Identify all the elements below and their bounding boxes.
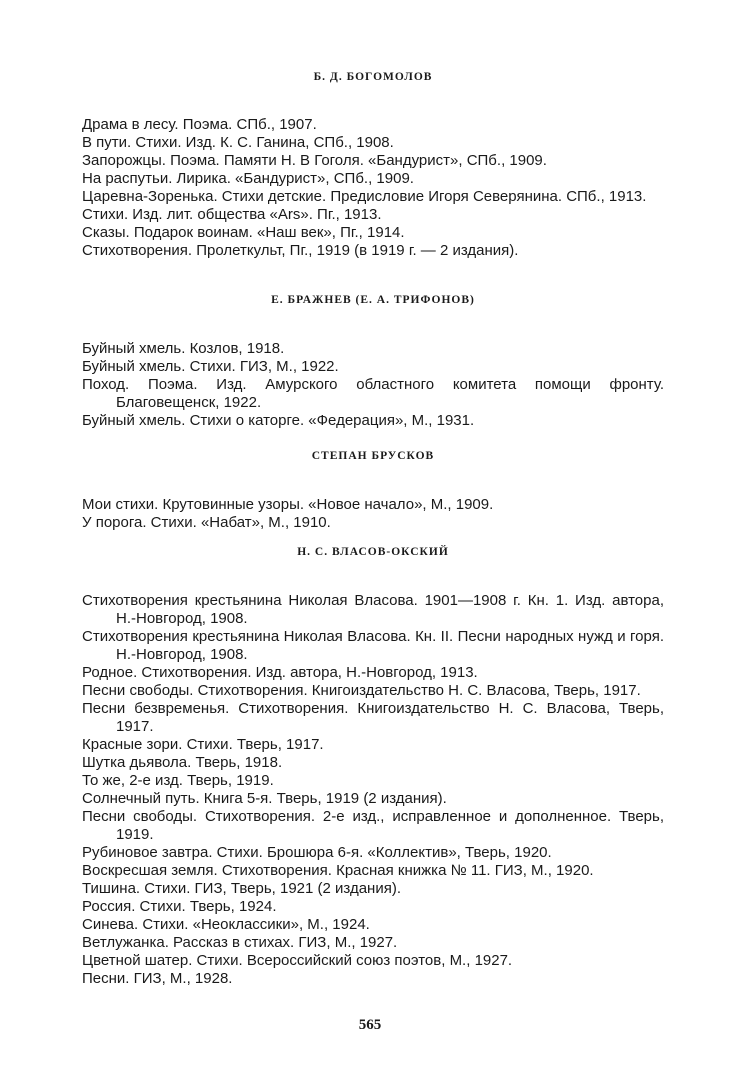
bibliography-entry: Солнечный путь. Книга 5-я. Тверь, 1919 (2 издания). (82, 790, 447, 807)
bibliography-entry: Рубиновое завтра. Стихи. Брошюра 6-я. «Коллектив», Тверь, 1920. (82, 844, 552, 861)
bibliography-entry: Родное. Стихотворения. Изд. автора, Н.-Новгород, 1913. (82, 664, 478, 681)
bibliography-entry: Песни свободы. Стихотворения. Книгоиздательство Н. С. Власова, Тверь, 1917. (82, 682, 641, 699)
bibliography-entry: На распутьи. Лирика. «Бандурист», СПб., 1909. (82, 170, 414, 187)
bibliography-entry: Стихотворения. Пролеткульт, Пг., 1919 (в 1919 г. — 2 издания). (82, 242, 519, 259)
section-title: СТЕПАН БРУСКОВ (311, 450, 435, 462)
bibliography-entry: У порога. Стихи. «Набат», М., 1910. (82, 514, 331, 531)
bibliography-entry: В пути. Стихи. Изд. К. С. Ганина, СПб., 1908. (82, 134, 394, 151)
bibliography-entry: Запорожцы. Поэма. Памяти Н. В Гоголя. «Бандурист», СПб., 1909. (82, 152, 547, 169)
page-number: 565 (358, 1017, 382, 1033)
bibliography-entry: Песни безвременья. Стихотворения. Книгоиздательство Н. С. Власова, Тверь, 1917. (82, 700, 664, 735)
author-section (82, 293, 664, 430)
bibliography-entry: Мои стихи. Крутовинные узоры. «Новое начало», М., 1909. (82, 496, 494, 513)
bibliography-entry: Буйный хмель. Стихи о каторге. «Федерация», М., 1931. (82, 412, 475, 429)
bibliography-entry: Тишина. Стихи. ГИЗ, Тверь, 1921 (2 издания). (82, 880, 401, 897)
bibliography-entry: Стихотворения крестьянина Николая Власова. Кн. II. Песни народных нужд и горя. Н.-Новгород, 1908. (82, 628, 664, 663)
bibliography-entry: Стихотворения крестьянина Николая Власова. 1901—1908 г. Кн. 1. Изд. автора, Н.-Новгород, 1908. (82, 592, 664, 627)
bibliography-entry: Поход. Поэма. Изд. Амурского областного комитета помощи фронту. Благовещенск, 1922. (82, 376, 664, 411)
bibliography-entry: Синева. Стихи. «Неоклассики», М., 1924. (82, 916, 370, 933)
bibliography-entry: Буйный хмель. Козлов, 1918. (82, 340, 285, 357)
bibliography-entry: Царевна-Зоренька. Стихи детские. Предисловие Игоря Северянина. СПб., 1913. (82, 188, 647, 205)
author-section (82, 449, 664, 532)
bibliography-entry: Шутка дьявола. Тверь, 1918. (82, 754, 283, 771)
bibliography-entry: Песни. ГИЗ, М., 1928. (82, 970, 233, 987)
author-section (82, 70, 664, 260)
bibliography-entry: Цветной шатер. Стихи. Всероссийский союз поэтов, М., 1927. (82, 952, 513, 969)
section-title: Е. БРАЖНЕВ (Е. А. ТРИФОНОВ) (271, 294, 475, 306)
bibliography-entry: Сказы. Подарок воинам. «Наш век», Пг., 1914. (82, 224, 405, 241)
bibliography-entry: Буйный хмель. Стихи. ГИЗ, М., 1922. (82, 358, 339, 375)
bibliography-entry: Стихи. Изд. лит. общества «Ars». Пг., 1913. (82, 206, 382, 223)
bibliography-entry: Ветлужанка. Рассказ в стихах. ГИЗ, М., 1927. (82, 934, 398, 951)
section-title: Н. С. ВЛАСОВ-ОКСКИЙ (297, 546, 449, 558)
bibliography-entry: Воскресшая земля. Стихотворения. Красная книжка № 11. ГИЗ, М., 1920. (82, 862, 594, 879)
bibliography-entry: Красные зори. Стихи. Тверь, 1917. (82, 736, 324, 753)
bibliography-entry: Драма в лесу. Поэма. СПб., 1907. (82, 116, 317, 133)
section-title: Б. Д. БОГОМОЛОВ (313, 71, 433, 83)
bibliography-entry: Россия. Стихи. Тверь, 1924. (82, 898, 277, 915)
author-section (82, 545, 664, 988)
bibliography-entry: То же, 2-е изд. Тверь, 1919. (82, 772, 274, 789)
bibliography-entry: Песни свободы. Стихотворения. 2-е изд., исправленное и дополненное. Тверь, 1919. (82, 808, 664, 843)
